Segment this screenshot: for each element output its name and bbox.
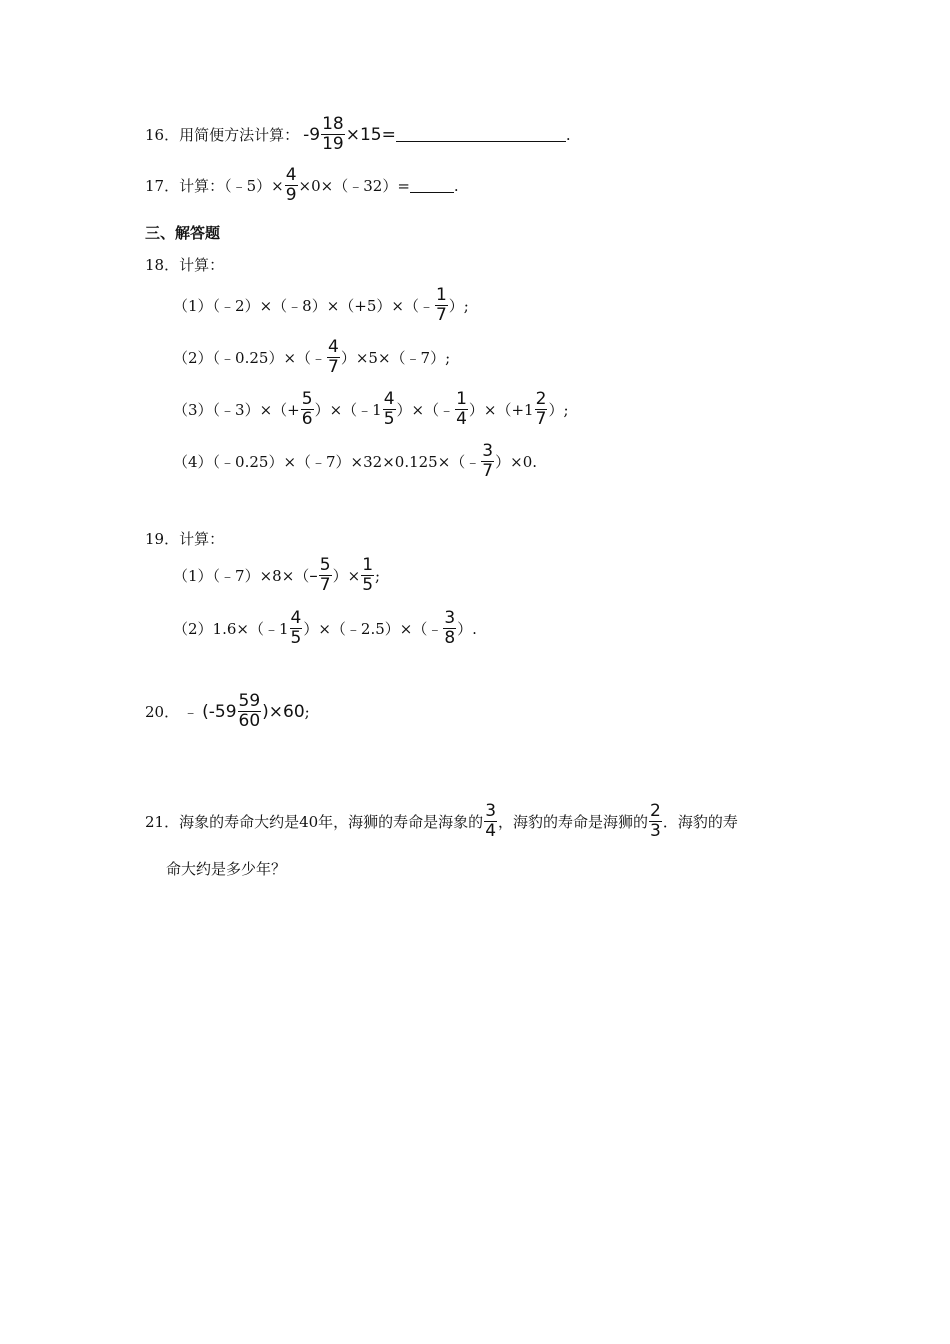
minus-sign: ﹣: [183, 703, 199, 721]
q19-part-2: [173, 609, 477, 648]
question-19: [145, 528, 224, 549]
question-18: [145, 254, 224, 275]
question-21-line-2: 命大约是多少年？: [166, 860, 287, 878]
question-label: 计算：: [179, 256, 225, 274]
question-label: 计算：: [179, 530, 225, 548]
expression-post: ;: [304, 702, 310, 721]
question-number: 18．: [145, 256, 180, 274]
q18-part-2: [173, 338, 450, 377]
question-20: [145, 692, 310, 731]
fraction: $\frac{4}{7}$: [328, 337, 339, 377]
expression-segment: ）×（﹣1: [314, 401, 382, 419]
question-number: 21．: [145, 813, 180, 831]
expression-post: ×0×（﹣32）=: [298, 177, 410, 195]
expression-post: ）×5×（﹣7）;: [340, 349, 451, 367]
fraction: $\frac{3}{8}$: [444, 608, 456, 648]
fraction: $\frac{1}{7}$: [435, 285, 447, 325]
expression-post: ;: [375, 566, 381, 585]
end-period: .: [453, 176, 459, 195]
question-21: [145, 802, 738, 841]
expression-segment: ）×（﹣: [396, 401, 455, 419]
expression-pre: 计算：（﹣5）×: [179, 177, 284, 195]
answer-blank[interactable]: [396, 127, 566, 142]
section-title: 三、解答题: [145, 224, 221, 242]
fraction: $\frac{2}{3}$: [650, 801, 661, 841]
q19-part-1: [173, 556, 380, 595]
question-text: ，海豹的寿命是海狮的: [498, 813, 649, 831]
fraction: $\frac{1}{5}$: [362, 555, 374, 595]
fraction: $\frac{3}{7}$: [482, 441, 494, 481]
fraction: $\frac{5}{6}$: [301, 389, 313, 429]
expression-segment: ）.: [457, 620, 477, 638]
fraction: $\frac{3}{4}$: [485, 801, 497, 841]
expression-tail: ×15=: [345, 124, 396, 145]
expression-segment: （2）1.6×（﹣1: [173, 620, 289, 638]
expression-segment: ）×（+1: [468, 401, 534, 419]
expression-pre: （2）（﹣0.25）×（﹣: [173, 349, 327, 367]
q18-part-4: [173, 442, 537, 481]
answer-blank[interactable]: [410, 178, 454, 193]
expression-segment: (-59: [202, 701, 237, 722]
question-number: 19．: [145, 530, 180, 548]
minus-sign: –: [309, 565, 318, 586]
question-17: [145, 166, 459, 205]
fraction: $\frac{4}{5}$: [383, 389, 395, 429]
fraction: $\frac{4}{5}$: [290, 608, 302, 648]
q18-part-3: [173, 390, 569, 429]
question-number: 16．: [145, 126, 180, 144]
end-period: .: [565, 125, 571, 144]
question-text: 海象的寿命大约是40年，海狮的寿命是海象的: [179, 813, 484, 831]
expression-post: ）;: [448, 297, 469, 315]
mixed-number-whole: -9: [303, 124, 321, 145]
fraction: $\frac{18}{19}$: [322, 114, 344, 154]
question-text: 用简便方法计算：: [179, 126, 300, 144]
expression-mid: ）×: [332, 567, 361, 585]
expression-pre: （1）（﹣7）×8×（: [173, 567, 310, 585]
fraction: $\frac{1}{4}$: [456, 389, 467, 429]
expression-pre: （4）（﹣0.25）×（﹣7）×32×0.125×（﹣: [173, 453, 481, 471]
question-text: ．海豹的寿: [662, 813, 738, 831]
expression-pre: （1）（﹣2）×（﹣8）×（+5）×（﹣: [173, 297, 434, 315]
expression-segment: ）;: [548, 401, 569, 419]
q18-part-1: [173, 286, 469, 325]
fraction: $\frac{59}{60}$: [238, 691, 261, 731]
question-number: 17．: [145, 177, 180, 195]
question-16: [145, 115, 571, 154]
expression-segment: （3）（﹣3）×（+: [173, 401, 300, 419]
fraction: $\frac{4}{9}$: [285, 165, 297, 205]
expression-post: ）×0.: [495, 453, 538, 471]
fraction: $\frac{2}{7}$: [535, 389, 547, 429]
expression-segment: )×60: [262, 701, 305, 722]
expression-segment: ）×（﹣2.5）×（﹣: [303, 620, 443, 638]
fraction: $\frac{5}{7}$: [319, 555, 331, 595]
question-number: 20．: [145, 703, 180, 721]
